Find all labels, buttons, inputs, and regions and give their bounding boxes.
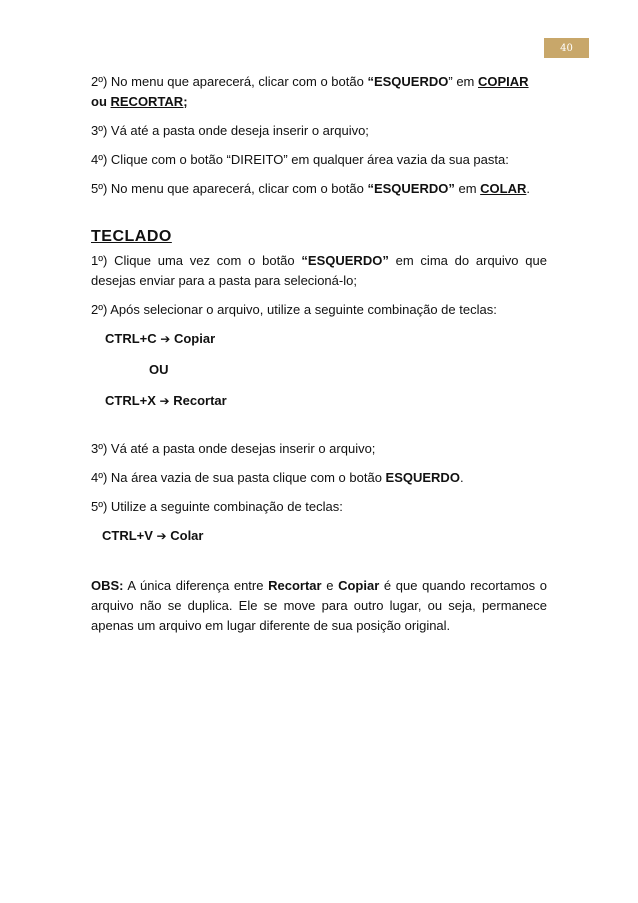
right-arrow-icon: ➔ (156, 529, 167, 543)
section-heading: TECLADO (91, 228, 172, 245)
keyboard-step-3: 3º) Vá até a pasta onde desejas inserir o arquivo; (91, 441, 376, 456)
observation-note: OBS: A única diferença entre Recortar e Copiar é que quando recortamos o arquivo não se duplica. Ele se move para outro lugar, ou seja, permanece apenas um arquivo em lugar diferente de sua posição original. (91, 578, 547, 633)
right-arrow-icon: ➔ (160, 332, 171, 346)
copy-step-5: 5º) No menu que aparecerá, clicar com o botão “ESQUERDO” em COLAR. (91, 181, 530, 196)
keyboard-step-2: 2º) Após selecionar o arquivo, utilize a seguinte combinação de teclas: (91, 302, 497, 317)
keyboard-step-4: 4º) Na área vazia de sua pasta clique com o botão ESQUERDO. (91, 470, 464, 485)
cut-shortcut: CTRL+X ➔ Recortar (105, 393, 227, 408)
keyboard-step-1: 1º) Clique uma vez com o botão “ESQUERDO” em cima do arquivo que desejas enviar para a pasta para selecioná-lo; (91, 253, 547, 288)
right-arrow-icon: ➔ (159, 394, 170, 408)
copy-step-3: 3º) Vá até a pasta onde deseja inserir o arquivo; (91, 123, 369, 138)
page-number: 40 (560, 42, 573, 54)
paste-shortcut: CTRL+V ➔ Colar (102, 528, 204, 543)
keyboard-step-5: 5º) Utilize a seguinte combinação de teclas: (91, 499, 343, 514)
document-body (91, 72, 547, 645)
or-label: OU (149, 362, 169, 377)
copy-step-2: 2º) No menu que aparecerá, clicar com o botão “ESQUERDO” em COPIAR ou RECORTAR; (91, 74, 529, 109)
page-number-badge (544, 38, 589, 58)
copy-shortcut: CTRL+C ➔ Copiar (105, 331, 216, 346)
copy-step-4: 4º) Clique com o botão “DIREITO” em qualquer área vazia da sua pasta: (91, 152, 509, 167)
